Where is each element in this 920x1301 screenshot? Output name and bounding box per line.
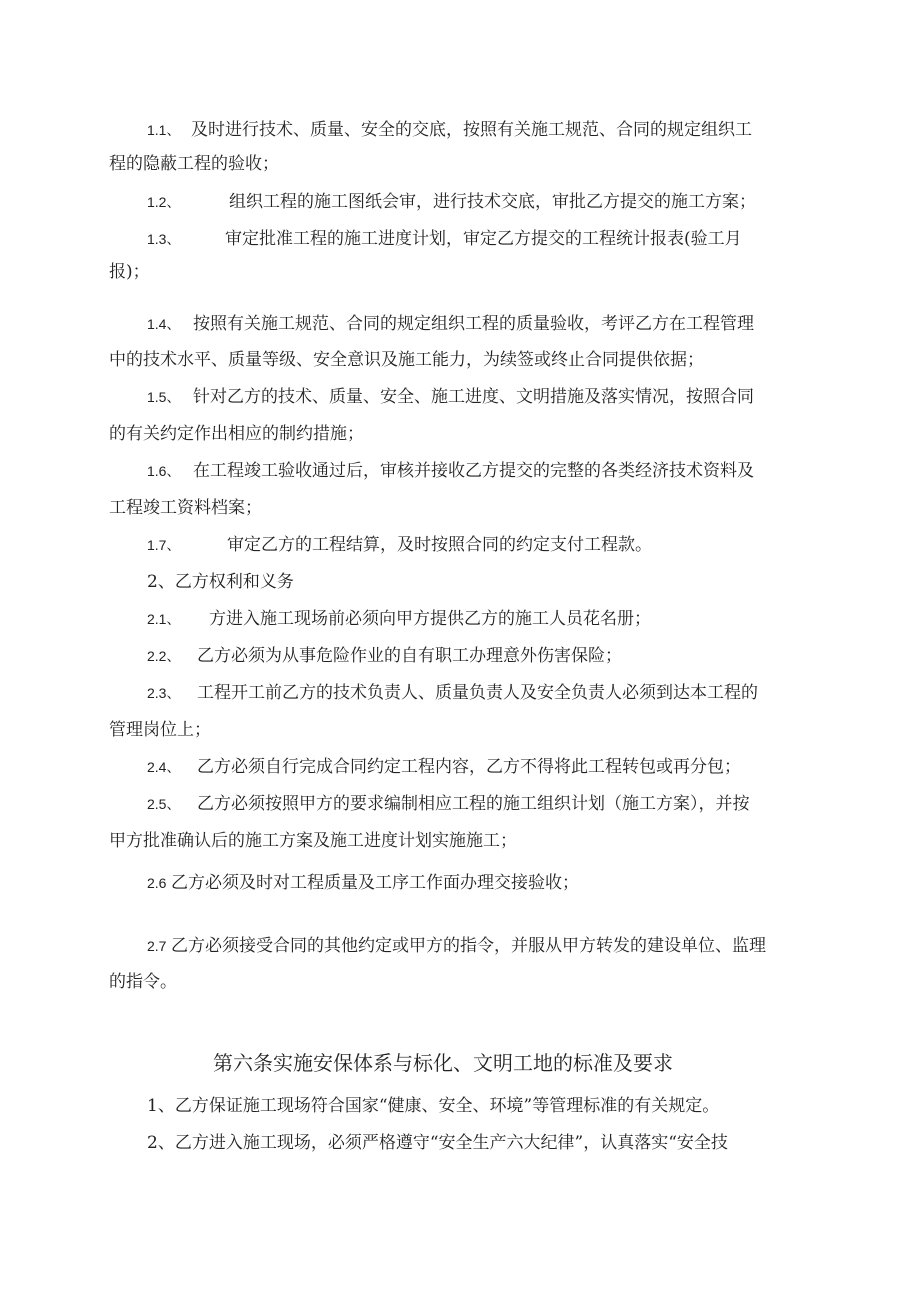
clause-text: 乙方必须及时对工程质量及工序工作面办理交接验收； — [171, 873, 579, 893]
clause-number: 2.4、 — [147, 759, 181, 775]
clause-number: 1.2、 — [147, 194, 181, 210]
paragraph-2-5-line-1 — [147, 794, 750, 814]
clause-number: 2.5、 — [147, 796, 181, 812]
subsection-2-title: 2、乙方权利和义务 — [147, 572, 294, 592]
paragraph-1-1-line-1 — [147, 120, 752, 140]
clause-number: 2.6 — [147, 875, 167, 891]
paragraph-2-1 — [147, 609, 651, 629]
clause-number: 1.1、 — [147, 122, 181, 138]
clause-text: 审定乙方的工程结算，及时按照合同的约定支付工程款。 — [227, 535, 652, 555]
paragraph-2-6 — [147, 873, 579, 893]
clause-text: 乙方必须接受合同的其他约定或甲方的指令，并服从甲方转发的建设单位、监理 — [171, 936, 766, 956]
section-six-paragraph-1: 1、乙方保证施工现场符合国家“健康、安全、环境”等管理标准的有关规定。 — [147, 1096, 720, 1116]
paragraph-2-7-line-2: 的指令。 — [109, 972, 177, 992]
clause-text: 按照有关施工规范、合同的规定组织工程的质量验收，考评乙方在工程管理 — [193, 314, 754, 334]
clause-number: 2.3、 — [147, 685, 181, 701]
paragraph-2-7-line-1 — [147, 936, 766, 956]
clause-number: 1.5、 — [147, 389, 181, 405]
clause-number: 2.1、 — [147, 611, 181, 627]
clause-text: 乙方必须按照甲方的要求编制相应工程的施工组织计划（施工方案），并按 — [197, 794, 750, 814]
clause-number: 1.3、 — [147, 231, 181, 247]
clause-number: 2.7 — [147, 938, 167, 954]
clause-text: 乙方必须自行完成合同约定工程内容，乙方不得将此工程转包或再分包； — [197, 757, 741, 777]
clause-text: 组织工程的施工图纸会审，进行技术交底，审批乙方提交的施工方案； — [229, 192, 756, 212]
clause-text: 在工程竣工验收通过后，审核并接收乙方提交的完整的各类经济技术资料及 — [193, 461, 754, 481]
clause-number: 1.7、 — [147, 537, 181, 553]
paragraph-1-7 — [147, 535, 652, 555]
clause-text: 乙方必须为从事危险作业的自有职工办理意外伤害保险； — [197, 646, 622, 666]
paragraph-2-5-line-2: 甲方批准确认后的施工方案及施工进度计划实施施工； — [109, 831, 517, 851]
paragraph-2-4 — [147, 757, 741, 777]
paragraph-1-4-line-2: 中的技术水平、质量等级、安全意识及施工能力，为续签或终止合同提供依据； — [109, 350, 704, 370]
section-six-heading: 第六条实施安保体系与标化、文明工地的标准及要求 — [213, 1051, 673, 1075]
paragraph-1-5-line-1 — [147, 387, 754, 407]
clause-text: 工程开工前乙方的技术负责人、质量负责人及安全负责人必须到达本工程的 — [197, 683, 758, 703]
clause-number: 2.2、 — [147, 648, 181, 664]
paragraph-2-3-line-1 — [147, 683, 758, 703]
paragraph-1-3-line-1 — [147, 229, 742, 249]
paragraph-1-4-line-1 — [147, 314, 754, 334]
paragraph-2-2 — [147, 646, 622, 666]
paragraph-1-2 — [147, 192, 756, 212]
clause-text: 及时进行技术、质量、安全的交底，按照有关施工规范、合同的规定组织工 — [191, 120, 752, 140]
paragraph-1-5-line-2: 的有关约定作出相应的制约措施； — [109, 424, 364, 444]
section-six-paragraph-2: 2、乙方进入施工现场，必须严格遵守“安全生产六大纪律”，认真落实“安全技 — [147, 1133, 728, 1153]
paragraph-2-3-line-2: 管理岗位上； — [109, 720, 211, 740]
clause-text: 方进入施工现场前必须向甲方提供乙方的施工人员花名册； — [209, 609, 651, 629]
clause-text: 审定批准工程的施工进度计划，审定乙方提交的工程统计报表(验工月 — [225, 229, 742, 249]
clause-number: 1.6、 — [147, 463, 181, 479]
paragraph-1-6-line-2: 工程竣工资料档案； — [109, 498, 262, 518]
clause-text: 针对乙方的技术、质量、安全、施工进度、文明措施及落实情况，按照合同 — [193, 387, 754, 407]
paragraph-1-1-line-2: 程的隐蔽工程的验收； — [109, 154, 279, 174]
clause-number: 1.4、 — [147, 316, 181, 332]
paragraph-1-6-line-1 — [147, 461, 754, 481]
paragraph-1-3-line-2: 报)； — [109, 262, 150, 282]
